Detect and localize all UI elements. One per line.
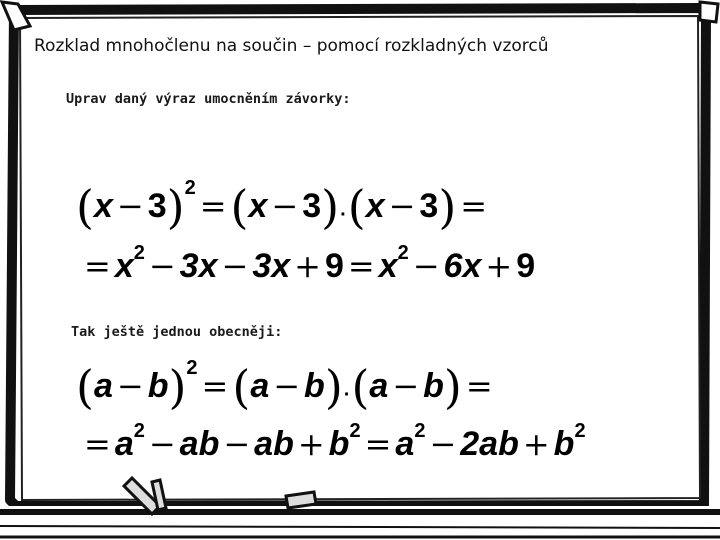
equation-line-2: = $x^2 - 3x - 3x + 9 = x^2 - 6x + 9$ bbox=[84, 242, 536, 285]
slide-title: Rozklad mnohočlenu na součin – pomocí rozkladných vzorců bbox=[34, 36, 549, 56]
instruction-text-2: Tak ještě jednou obecněji: bbox=[71, 324, 283, 340]
equation-line-1: $(x - 3)^2 =(x - 3)\cdot(x - 3)$ = bbox=[76, 177, 488, 234]
equation-line-4: = $a^2$ − ab − ab + $b^2 = a^2 - 2ab + b^2$ bbox=[84, 420, 586, 463]
equation-line-3: $(a - b)^2 =(a - b)\cdot(a - b)$ = bbox=[76, 357, 493, 414]
instruction-text-1: Uprav daný výraz umocněním závorky: bbox=[66, 91, 351, 107]
